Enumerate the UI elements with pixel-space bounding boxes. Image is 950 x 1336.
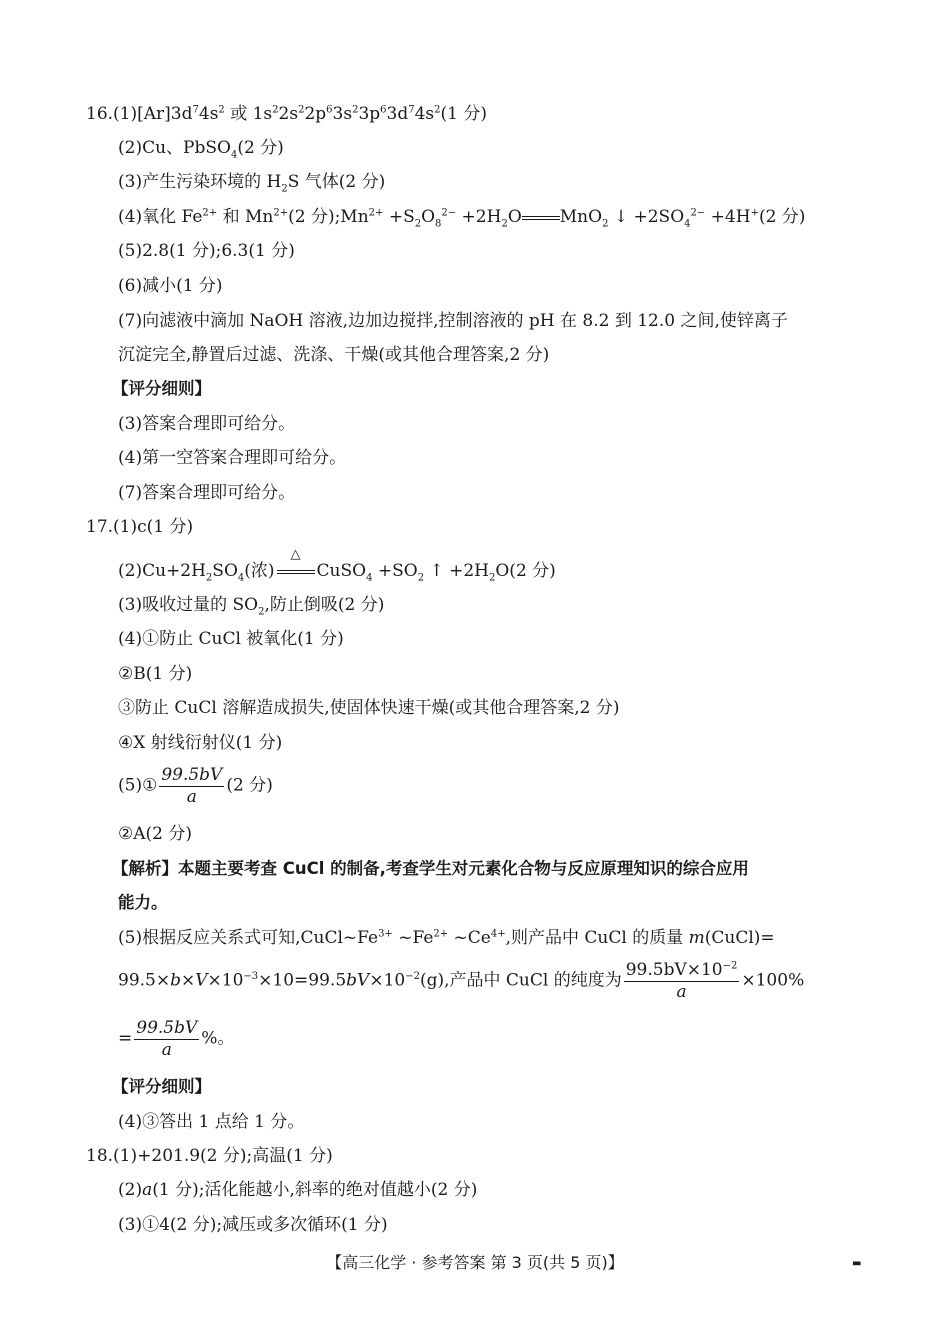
q17-line-7: ④X 射线衍射仪(1 分) — [118, 733, 283, 753]
q17-rule-1: (4)③答出 1 点给 1 分。 — [118, 1112, 305, 1132]
q16-line-4: (4)氧化 $Fe^{2+}$ 和 $Mn^{2+}(2$ 分)$;Mn^{2+} +S_2O_8^{2-} +2H_2O$ MnO$_2$ ↓ $+2SO_4^{2-} +4H^+(2$ 分) — [118, 207, 806, 230]
q16-line-6: (6)减小(1 分) — [118, 276, 223, 296]
q17-line-4: (4)①防止 CuCl 被氧化(1 分) — [118, 629, 344, 649]
q17-line-3: (3)吸收过量的 $SO_2$,防止倒吸(2 分) — [118, 595, 385, 618]
q17-line-1: 17.(1)c(1 分) — [86, 517, 194, 537]
fraction-1: $\frac{99.5bV}{a}$ — [161, 765, 223, 807]
q16-rules-title: 【评分细则】 — [112, 379, 211, 398]
q16-rule-3: (7)答案合理即可给分。 — [118, 483, 296, 503]
q17-analysis-4: $99.5\times b\times V\times 10^{-3}\times 10=99.5bV\times 10^{-2}(g)$,产品中 CuCl 的纯度为 $\frac{99.5bV\times 10^{-2}}{a}$ ×100% — [118, 960, 805, 1002]
q17-line-8: (5)① $\frac{99.5bV}{a}$ (2 分) — [118, 765, 273, 807]
q17-rules-title: 【评分细则】 — [112, 1077, 211, 1096]
q18-line-1: 18.(1)+201.9(2 分);高温(1 分) — [86, 1146, 333, 1166]
q17-line-6: ③防止 CuCl 溶解造成损失,使固体快速干燥(或其他合理答案,2 分) — [118, 698, 620, 718]
q16-line-1: $16.(1)[Ar]3d^74s^2$ 或 $1s^22s^22p^63s^23p^63d^74s^2(1$ 分) — [86, 104, 488, 124]
q16-line-5: (5)2.8(1 分);6.3(1 分) — [118, 241, 295, 261]
q18-line-2: (2)a(1 分);活化能越小,斜率的绝对值越小(2 分) — [118, 1180, 478, 1200]
fraction-2: $\frac{99.5bV\times 10^{-2}}{a}$ — [625, 960, 738, 1002]
q16-line-2: (2)Cu、PbSO$_4$(2 分) — [118, 138, 284, 161]
q16-line-7: (7)向滤液中滴加 NaOH 溶液,边加边搅拌,控制溶液的 pH 在 8.2 到 12.0 之间,使锌离子 — [118, 311, 788, 331]
q16-line-3: (3)产生污染环境的 $H_2S$ 气体(2 分) — [118, 172, 386, 195]
q17-line-9: ②A(2 分) — [118, 824, 193, 844]
equals-sign — [522, 216, 560, 220]
q16-line-8: 沉淀完全,静置后过滤、洗涤、干燥(或其他合理答案,2 分) — [118, 345, 550, 365]
q17-analysis-2: 能力。 — [118, 893, 168, 912]
heating-condition: △ — [275, 560, 317, 582]
corner-mark: ▬ — [852, 1258, 862, 1269]
q18-line-3: (3)①4(2 分);减压或多次循环(1 分) — [118, 1215, 388, 1235]
q17-line-2: $(2)Cu+2H_2SO_4$(浓) △ CuSO$_4$ $+SO_2$ ↑ $+2H_2O(2$ 分) — [118, 547, 556, 584]
q16-rule-1: (3)答案合理即可给分。 — [118, 414, 296, 434]
q17-line-5: ②B(1 分) — [118, 664, 193, 684]
fraction-3: $\frac{99.5bV}{a}$ — [136, 1018, 198, 1060]
page-footer: 【高三化学 · 参考答案 第 3 页(共 5 页)】 — [326, 1253, 624, 1272]
q17-analysis-1: 【解析】本题主要考查 CuCl 的制备,考查学生对元素化合物与反应原理知识的综合应用 — [112, 859, 749, 878]
q17-analysis-5: = $\frac{99.5bV}{a}$ %。 — [118, 1018, 235, 1060]
q17-analysis-3: (5)根据反应关系式可知$,CuCl\sim Fe^{3+}$ $\sim Fe^{2+}$ $\sim Ce^{4+}$,则产品中 CuCl 的质量 m(CuCl)= — [118, 928, 775, 948]
q16-rule-2: (4)第一空答案合理即可给分。 — [118, 448, 347, 468]
